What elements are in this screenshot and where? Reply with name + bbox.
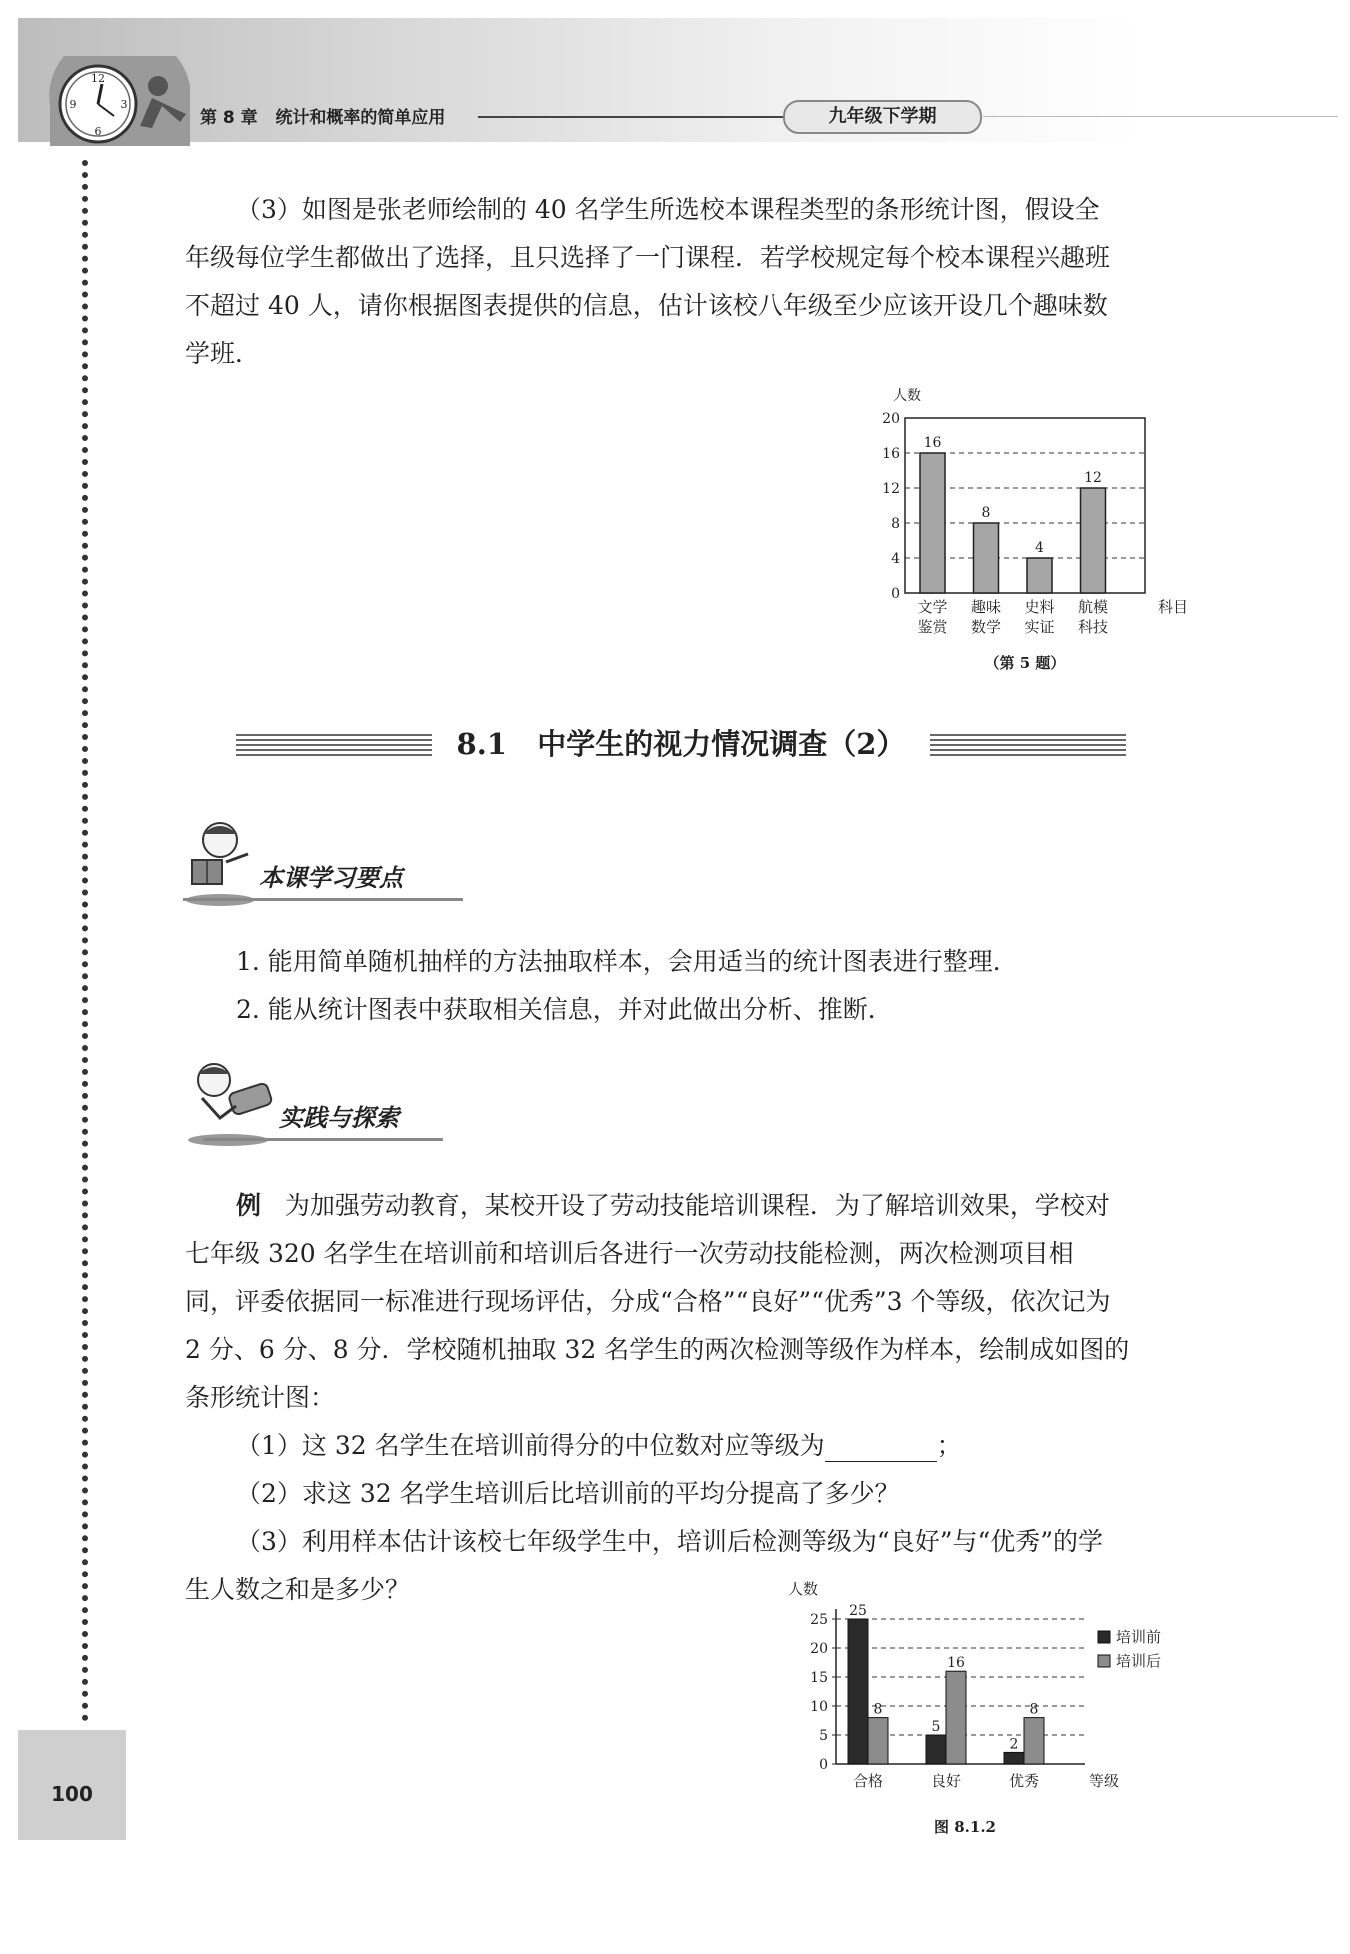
- practice-rule: [203, 1138, 443, 1141]
- header-rule: [478, 116, 783, 118]
- answer-blank[interactable]: [825, 1437, 937, 1462]
- chart2-ytick-label: 5: [819, 1728, 828, 1744]
- chart2-bar-before: [1004, 1752, 1024, 1764]
- chart2-legend-label: 培训后: [1116, 1652, 1162, 1670]
- chart1-category-label: 科技: [1077, 618, 1109, 636]
- chart2-legend-swatch: [1098, 1631, 1110, 1643]
- student-writing-icon: [180, 1058, 280, 1148]
- chart1-data-label: 12: [1084, 470, 1102, 486]
- chart1-data-label: 4: [1035, 540, 1044, 556]
- chart1-category-label: 文学: [917, 598, 948, 616]
- chart1-ytick-label: 0: [891, 586, 900, 602]
- chart2-legend-swatch: [1098, 1655, 1110, 1667]
- chart1-category-label: 史料: [1024, 598, 1055, 616]
- clock-digit-6: 6: [94, 125, 102, 138]
- question-1-text: （1）这 32 名学生在培训前得分的中位数对应等级为: [236, 1431, 825, 1460]
- chart1-ylabel: 人数: [893, 388, 921, 404]
- problem5-line-2: 年级每位学生都做出了选择，且只选择了一门课程．若学校规定每个校本课程兴趣班: [185, 243, 1111, 272]
- section-number: 8.1: [456, 727, 507, 761]
- term-badge: 九年级下学期: [783, 100, 982, 134]
- chart-course-selection: [860, 380, 1190, 680]
- key-points-rule: [183, 898, 463, 901]
- example-line-1: [236, 1186, 1110, 1222]
- chart1-caption: （第 5 题）: [984, 654, 1066, 672]
- question-3-line-2: 生人数之和是多少？: [185, 1575, 411, 1604]
- clock-digit-12: 12: [91, 72, 105, 85]
- page-number: 100: [51, 1782, 93, 1806]
- chart2-ytick-label: 0: [819, 1757, 828, 1773]
- question-3-line-1: （3）利用样本估计该校七年级学生中，培训后检测等级为“良好”与“优秀”的学: [236, 1527, 1104, 1556]
- chapter-title: 统计和概率的简单应用: [275, 108, 446, 128]
- problem5-line-1: （3）如图是张老师绘制的 40 名学生所选校本课程类型的条形统计图，假设全: [236, 195, 1100, 224]
- chart1-category-label: 实证: [1024, 618, 1055, 636]
- example-label: 例: [236, 1191, 262, 1220]
- question-1: [236, 1426, 962, 1462]
- key-points-heading: 本课学习要点: [259, 864, 403, 892]
- chart2-ytick-label: 25: [810, 1612, 828, 1628]
- question-1-end: ；: [936, 1431, 962, 1460]
- problem5-line-4: 学班．: [185, 339, 261, 368]
- chart2-bar-before: [926, 1735, 946, 1764]
- chart2-ytick-label: 10: [810, 1699, 828, 1715]
- example-line-2: 七年级 320 名学生在培训前和培训后各进行一次劳动技能检测，两次检测项目相: [185, 1239, 1074, 1268]
- chart2-data-label: 5: [931, 1719, 941, 1735]
- chart2-bar-after: [1024, 1718, 1044, 1764]
- clock-digit-9: 9: [69, 98, 77, 111]
- chapter-label: [200, 103, 445, 128]
- header-rule-right: [983, 116, 1338, 117]
- key-point-1: 1. 能用简单随机抽样的方法抽取样本，会用适当的统计图表进行整理．: [236, 947, 1018, 976]
- example-line-5: 条形统计图：: [185, 1383, 336, 1412]
- chart1-bar: [1027, 558, 1052, 593]
- section-title-bar: [236, 722, 1126, 766]
- chart2-ytick-label: 15: [810, 1670, 828, 1686]
- chart2-category-label: 合格: [852, 1772, 884, 1790]
- section-title-text: 中学生的视力情况调查（2）: [537, 727, 906, 761]
- chart2-ylabel: 人数: [788, 1580, 819, 1598]
- example-line-4: 2 分、6 分、8 分．学校随机抽取 32 名学生的两次检测等级作为样本，绘制成如图的: [185, 1335, 1130, 1364]
- clock-digit-3: 3: [120, 98, 128, 111]
- key-point-2: 2. 能从统计图表中获取相关信息，并对此做出分析、推断．: [236, 995, 893, 1024]
- chart2-bar-before: [848, 1619, 868, 1764]
- dotted-margin: [82, 160, 88, 1722]
- runner-head-icon: [148, 76, 168, 96]
- chart1-data-label: 8: [981, 505, 991, 521]
- chart2-data-label: 8: [873, 1701, 883, 1718]
- chart2-category-label: 良好: [930, 1772, 962, 1790]
- chart2-data-label: 2: [1009, 1736, 1019, 1753]
- practice-heading: 实践与探索: [279, 1104, 399, 1132]
- chart1-ytick-label: 16: [882, 446, 900, 462]
- chart2-xlabel: 等级: [1088, 1772, 1120, 1790]
- chart1-category-label: 趣味: [970, 598, 1002, 616]
- chart1-bar: [920, 453, 945, 593]
- question-2: （2）求这 32 名学生培训后比培训前的平均分提高了多少？: [236, 1479, 900, 1508]
- compass-clock-logo: [40, 56, 190, 146]
- chart2-data-label: 25: [849, 1603, 867, 1619]
- chart2-category-label: 优秀: [1008, 1772, 1040, 1790]
- problem5-line-3: 不超过 40 人，请你根据图表提供的信息，估计该校八年级至少应该开设几个趣味数: [185, 291, 1108, 320]
- chart2-caption: 图 8.1.2: [934, 1818, 996, 1836]
- page-number-box: [18, 1730, 126, 1840]
- example-text-1: 为加强劳动教育，某校开设了劳动技能培训课程．为了解培训效果，学校对: [284, 1191, 1110, 1220]
- chart-training-grades: [780, 1574, 1200, 1844]
- chart1-category-label: 航模: [1077, 598, 1109, 616]
- chapter-number: 第 8 章: [200, 108, 258, 128]
- example-line-3: 同，评委依据同一标准进行现场评估，分成“合格”“良好”“优秀”3 个等级，依次记为: [185, 1287, 1111, 1316]
- chart1-category-label: 数学: [970, 618, 1002, 636]
- chart1-ytick-label: 12: [882, 481, 900, 497]
- student-reading-icon: [180, 818, 260, 908]
- chart2-data-label: 8: [1029, 1701, 1039, 1718]
- chart2-ytick-label: 20: [810, 1641, 828, 1657]
- chart1-bar: [974, 523, 999, 593]
- section-title: [236, 722, 1126, 766]
- chart1-data-label: 16: [923, 435, 942, 451]
- chart2-bar-after: [868, 1718, 888, 1764]
- chart1-ytick-label: 4: [891, 551, 900, 567]
- chart2-data-label: 16: [947, 1655, 965, 1672]
- chart1-category-label: 鉴赏: [917, 618, 948, 636]
- chart1-ytick-label: 20: [882, 411, 900, 427]
- chart1-ytick-label: 8: [891, 516, 900, 532]
- chart2-bar-after: [946, 1671, 966, 1764]
- chart1-bar: [1081, 488, 1106, 593]
- chart1-xlabel: 科目: [1157, 598, 1189, 616]
- chart2-legend-label: 培训前: [1116, 1628, 1162, 1646]
